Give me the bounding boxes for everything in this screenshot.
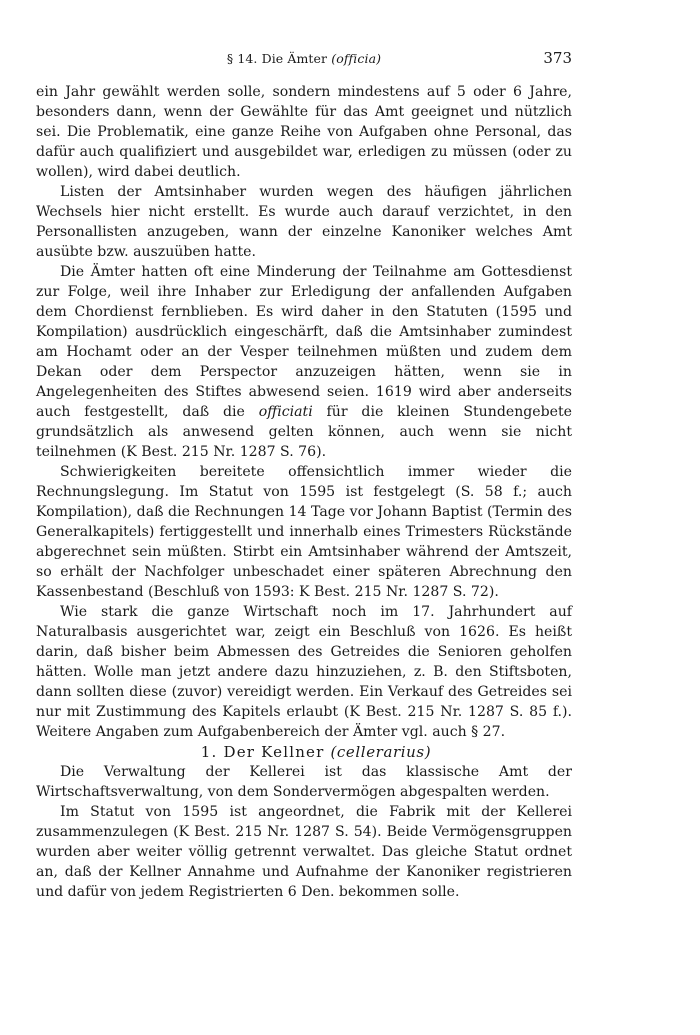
paragraph: ein Jahr gewählt werden solle, sondern mindestens auf 5 oder 6 Jahre, besonders dann, wenn der Gewählte für das Amt geeignet und nützlich sei. Die Problematik, eine ganze Reihe von Aufgaben ohne Personal, das dafür auch qualifiziert und ausgebildet war, erledigen zu müssen (oder zu wollen), wird dabei deutlich. <box>36 84 572 180</box>
paragraph-text: Die Ämter hatten oft eine Minderung der Teilnahme am Gottesdienst zur Folge, weil ihre Inhaber zur Erledigung der anfallenden Aufgaben dem Chordienst fernblieben. Es wird daher in den Statuten (1595 und Kompilation) ausdrücklich eingeschärft, daß die Amtsinhaber zumindest am Hochamt oder an der Vesper teilnehmen müßten und zudem dem Dekan oder dem Perspector anzuzeigen hätten, wenn sie in Angelegenheiten des Stiftes abwesend seien. 1619 wird aber anderseits auch festgestellt, daß die <box>36 264 572 420</box>
page-number: 373 <box>543 49 572 67</box>
body-text <box>36 82 572 902</box>
running-title-term: (officia) <box>331 51 382 66</box>
paragraph-text: für die kleinen Stundengebete grundsätzlich als anwesend gelten können, auch wenn sie nicht teilnehmen (K Best. 215 Nr. 1287 S. 76). <box>36 404 573 460</box>
paragraph: Wie stark die ganze Wirtschaft noch im 17. Jahrhundert auf Naturalbasis ausgerichtet war, zeigt ein Beschluß von 1626. Es heißt darin, daß bisher beim Abmessen des Getreides die Senioren geholfen hätten. Wolle man jetzt andere dazu hinzuziehen, z. B. den Stiftsboten, dann sollten diese (zuvor) vereidigt werden. Ein Verkauf des Getreides sei nur mit Zustimmung des Kapitels erlaubt (K Best. 215 Nr. 1287 S. 85 f.). Weitere Angaben zum Aufgabenbereich der Ämter vgl. auch § 27. <box>36 604 572 740</box>
paragraph: Die Verwaltung der Kellerei ist das klassische Amt der Wirtschaftsverwaltung, von dem Sondervermögen abgespalten werden. <box>36 764 572 800</box>
section-heading-term: (cellerarius) <box>330 743 432 761</box>
running-title-section: § 14. Die Ämter <box>226 51 328 66</box>
paragraph-italic-term: officiati <box>258 404 313 420</box>
running-head <box>36 49 572 69</box>
running-title <box>36 51 572 66</box>
section-heading <box>36 742 572 762</box>
section-heading-title: 1. Der Kellner <box>200 743 325 761</box>
paragraph: Im Statut von 1595 ist angeordnet, die Fabrik mit der Kellerei zusammenzulegen (K Best. 215 Nr. 1287 S. 54). Beide Vermögensgruppen wurden aber weiter völlig getrennt verwaltet. Das gleiche Statut ordnet an, daß der Kellner Annahme und Aufnahme der Kanoniker registrieren und dafür von jedem Registrierten 6 Den. bekommen solle. <box>36 804 572 900</box>
paragraph: Schwierigkeiten bereitete offensichtlich immer wieder die Rechnungslegung. Im Statut von 1595 ist festgelegt (S. 58 f.; auch Kompilation), daß die Rechnungen 14 Tage vor Johann Baptist (Termin des Generalkapitels) fertiggestellt und innerhalb eines Trimesters Rückstände abgerechnet sein müßten. Stirbt ein Amtsinhaber während der Amtszeit, so erhält der Nachfolger unbeschadet einer späteren Abrechnung den Kassenbestand (Beschluß von 1593: K Best. 215 Nr. 1287 S. 72). <box>36 464 572 600</box>
paragraph <box>36 262 572 462</box>
paragraph: Listen der Amtsinhaber wurden wegen des häufigen jährlichen Wechsels hier nicht erstellt. Es wurde auch darauf verzichtet, in den Personallisten anzugeben, wann der einzelne Kanoniker welches Amt ausübte bzw. auszuüben hatte. <box>36 184 572 260</box>
